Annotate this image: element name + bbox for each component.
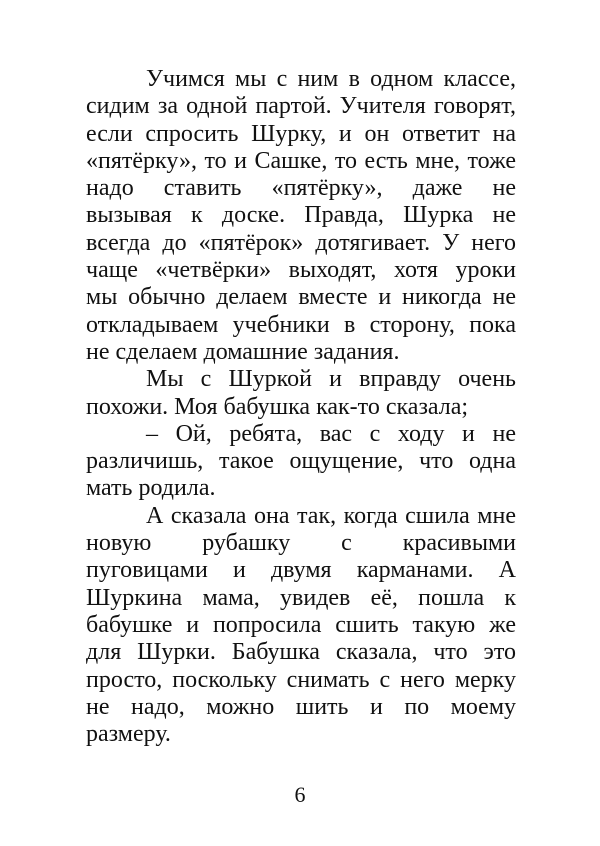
text-line: если спросить Шурку, и он ответит на: [86, 120, 516, 147]
text-line: Шуркина мама, увидев её, пошла к: [86, 584, 516, 611]
paragraph-2: [86, 366, 516, 421]
body-text: [86, 66, 516, 748]
text-line: размеру.: [86, 721, 171, 748]
text-line: надо ставить «пятёрку», даже не: [86, 175, 516, 202]
paragraph-3-dialogue: [86, 421, 516, 503]
text-line: не сделаем домашние задания.: [86, 338, 400, 365]
text-line: мы обычно делаем вместе и никогда не: [86, 284, 516, 311]
text-line: – Ой, ребята, вас с ходу и не: [146, 420, 516, 447]
text-line: сидим за одной партой. Учителя говорят,: [86, 93, 516, 120]
text-line: пуговицами и двумя карманами. А: [86, 557, 516, 584]
text-line: просто, поскольку снимать с него мерку: [86, 666, 516, 693]
text-line: всегда до «пятёрок» дотягивает. У него: [86, 229, 516, 256]
text-line: для Шурки. Бабушка сказала, что это: [86, 639, 516, 666]
text-line: вызывая к доске. Правда, Шурка не: [86, 202, 516, 229]
text-line: мать родила.: [86, 475, 216, 502]
text-line: откладываем учебники в сторону, пока: [86, 311, 516, 338]
text-line: «пятёрку», то и Сашке, то есть мне, тоже: [86, 147, 516, 174]
paragraph-1: [86, 66, 516, 366]
text-line: А сказала она так, когда сшила мне: [146, 502, 516, 529]
text-line: Учимся мы с ним в одном классе,: [146, 66, 516, 92]
text-line: бабушке и попросила сшить такую же: [86, 611, 516, 638]
text-line: новую рубашку с красивыми: [86, 530, 516, 557]
text-line: Мы с Шуркой и вправду очень: [146, 366, 516, 393]
text-line: чаще «четвёрки» выходят, хотя уроки: [86, 257, 516, 284]
page-number: 6: [294, 782, 306, 807]
paragraph-4: [86, 503, 516, 749]
text-line: не надо, можно шить и по моему: [86, 693, 516, 720]
text-line: похожи. Моя бабушка как-то сказала;: [86, 393, 469, 420]
text-line: различишь, такое ощущение, что одна: [86, 448, 516, 475]
